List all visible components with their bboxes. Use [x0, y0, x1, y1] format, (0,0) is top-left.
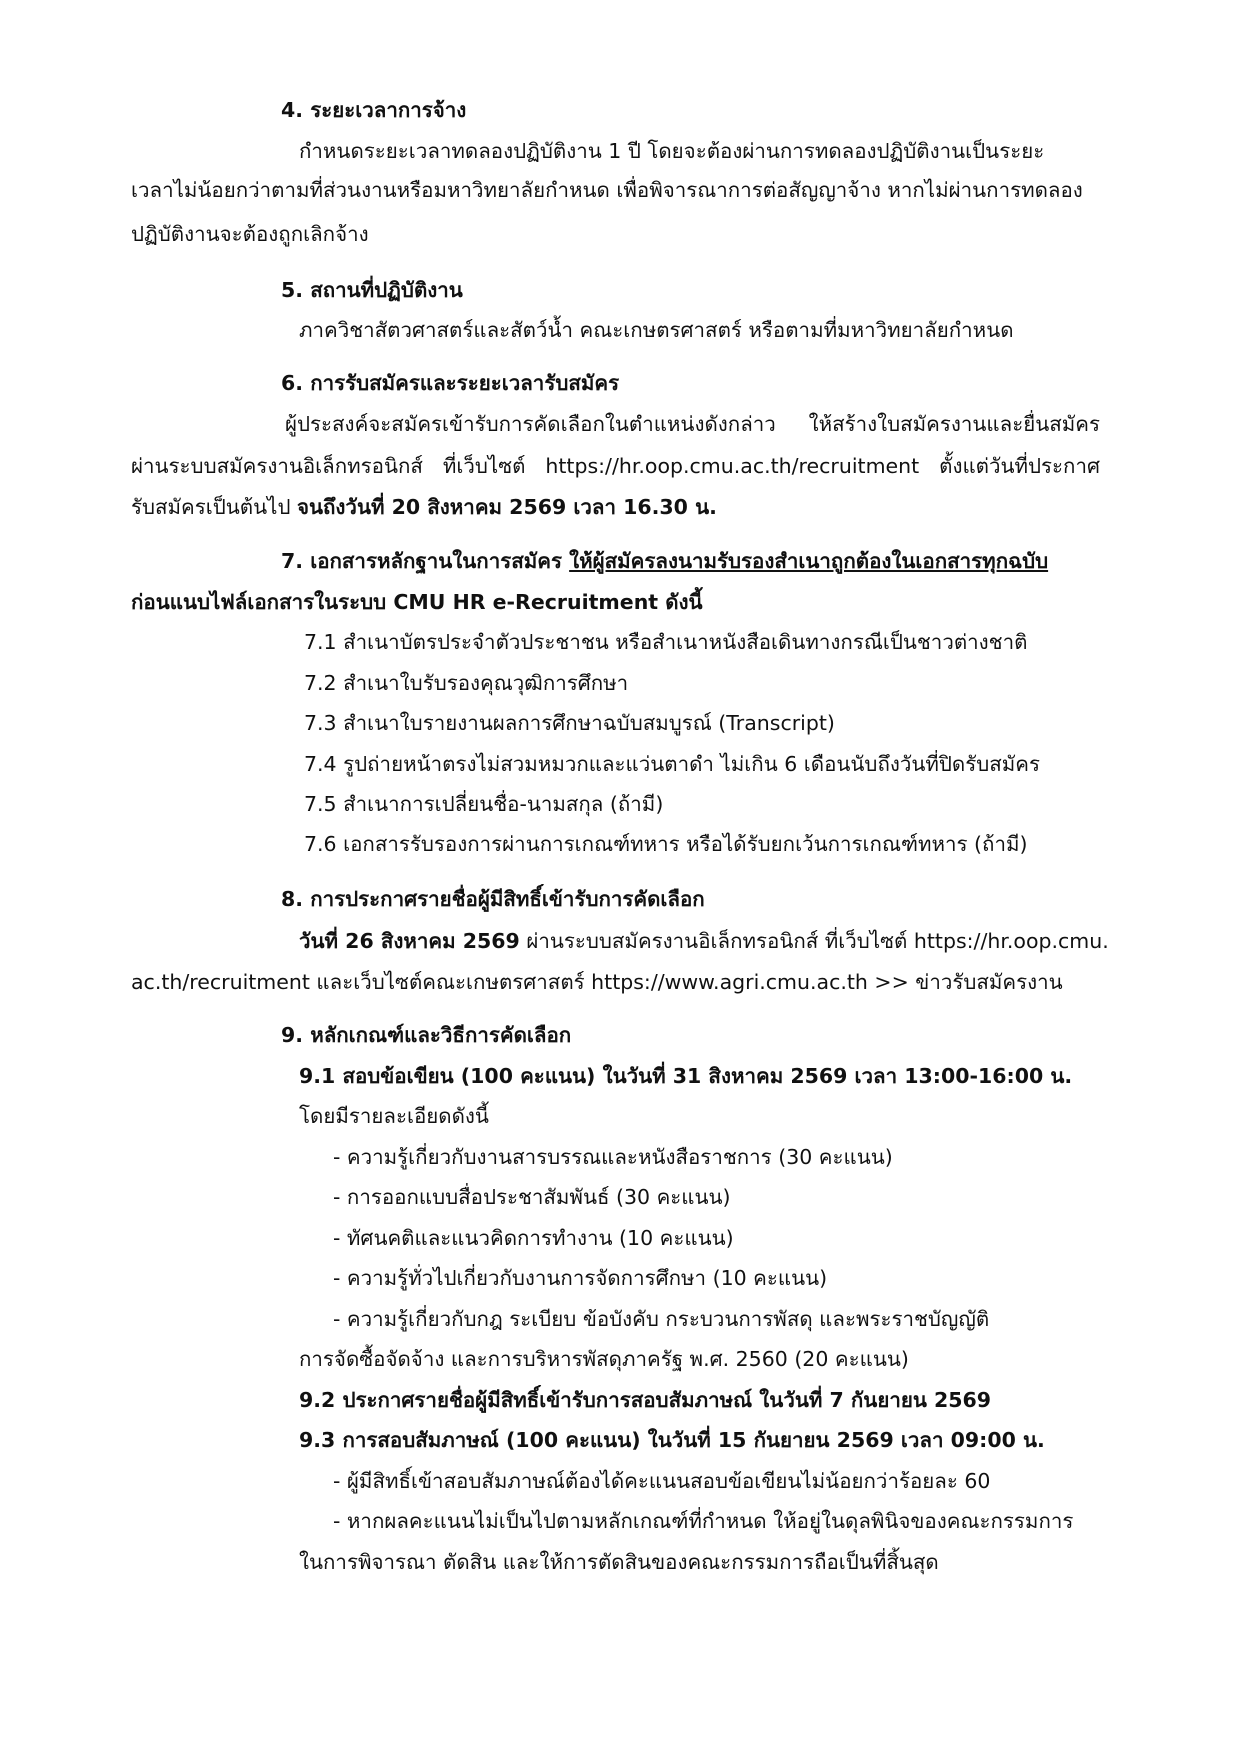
exam-topic: - ความรู้ทั่วไปเกี่ยวกับงานการจัดการศึกษา (10 คะแนน)	[333, 1266, 828, 1290]
section-5-line-1: ภาควิชาสัตวศาสตร์และสัตว์น้ำ คณะเกษตรศาสตร์ หรือตามที่มหาวิทยาลัยกำหนด	[299, 318, 1014, 342]
exam-topic: - ความรู้เกี่ยวกับงานสารบรรณและหนังสือราชการ (30 คะแนน)	[333, 1145, 893, 1169]
subsection-9-1-sub: โดยมีรายละเอียดดังนี้	[299, 1104, 489, 1128]
document-item: 7.2 สำเนาใบรับรองคุณวุฒิการศึกษา	[304, 671, 629, 695]
section-4-heading: 4. ระยะเวลาการจ้าง	[281, 98, 467, 122]
section-8-line-2: ac.th/recruitment และเว็บไซต์คณะเกษตรศาสตร์ https://www.agri.cmu.ac.th >> ข่าวรับสมัครงาน	[131, 970, 1063, 994]
document-item: 7.6 เอกสารรับรองการผ่านการเกณฑ์ทหาร หรือได้รับยกเว้นการเกณฑ์ทหาร (ถ้ามี)	[304, 832, 1028, 856]
section-7-heading-2: ก่อนแนบไฟล์เอกสารในระบบ CMU HR e-Recruitment ดังนี้	[131, 590, 703, 614]
application-deadline: จนถึงวันที่ 20 สิงหาคม 2569 เวลา 16.30 น.	[296, 495, 717, 519]
section-6-line-3	[131, 493, 717, 521]
section-4-line-3: ปฏิบัติงานจะต้องถูกเลิกจ้าง	[131, 222, 369, 246]
subsection-9-1: 9.1 สอบข้อเขียน (100 คะแนน) ในวันที่ 31 สิงหาคม 2569 เวลา 13:00-16:00 น.	[299, 1064, 1073, 1088]
section-6-line-2d: ตั้งแต่วันที่ประกาศ	[939, 454, 1100, 478]
section-8-line-1	[299, 927, 1109, 955]
section-6-line-1b: ให้สร้างใบสมัครงานและยื่นสมัคร	[808, 412, 1100, 436]
section-6-line-1a: ผู้ประสงค์จะสมัครเข้ารับการคัดเลือกในตำแหน่งดังกล่าว	[285, 412, 776, 436]
section-6-line-2	[131, 452, 1100, 480]
section-6-heading: 6. การรับสมัครและระยะเวลารับสมัคร	[281, 371, 620, 395]
section-6-line-1	[285, 410, 1100, 438]
section-8-heading: 8. การประกาศรายชื่อผู้มีสิทธิ์เข้ารับการคัดเลือก	[281, 887, 705, 911]
exam-topic: - ความรู้เกี่ยวกับกฎ ระเบียบ ข้อบังคับ กระบวนการพัสดุ และพระราชบัญญัติ	[333, 1307, 990, 1331]
interview-rule: - ผู้มีสิทธิ์เข้าสอบสัมภาษณ์ต้องได้คะแนนสอบข้อเขียนไม่น้อยกว่าร้อยละ 60	[333, 1469, 991, 1493]
subsection-9-2: 9.2 ประกาศรายชื่อผู้มีสิทธิ์เข้ารับการสอบสัมภาษณ์ ในวันที่ 7 กันยายน 2569	[299, 1388, 992, 1412]
section-9-heading: 9. หลักเกณฑ์และวิธีการคัดเลือก	[281, 1023, 572, 1047]
exam-topic: - การออกแบบสื่อประชาสัมพันธ์ (30 คะแนน)	[333, 1185, 731, 1209]
document-item: 7.5 สำเนาการเปลี่ยนชื่อ-นามสกุล (ถ้ามี)	[304, 792, 664, 816]
announcement-date: วันที่ 26 สิงหาคม 2569	[299, 929, 520, 953]
document-item: 7.4 รูปถ่ายหน้าตรงไม่สวมหมวกและแว่นตาดำ ไม่เกิน 6 เดือนนับถึงวันที่ปิดรับสมัคร	[304, 752, 1041, 776]
section-6-line-2b: ที่เว็บไซต์	[442, 454, 526, 478]
document-item: 7.3 สำเนาใบรายงานผลการศึกษาฉบับสมบูรณ์ (Transcript)	[304, 711, 835, 735]
section-6-line-3a: รับสมัครเป็นต้นไป	[131, 495, 297, 519]
exam-topic: - ทัศนคติและแนวคิดการทำงาน (10 คะแนน)	[333, 1226, 734, 1250]
section-8-line-1b: ผ่านระบบสมัครงานอิเล็กทรอนิกส์ ที่เว็บไซต์ https://hr.oop.cmu.	[519, 929, 1109, 953]
section-4-line-1: กำหนดระยะเวลาทดลองปฏิบัติงาน 1 ปี โดยจะต้องผ่านการทดลองปฏิบัติงานเป็นระยะ	[299, 139, 1045, 163]
section-7-heading-text: 7. เอกสารหลักฐานในการสมัคร	[281, 549, 570, 573]
section-5-heading: 5. สถานที่ปฏิบัติงาน	[281, 278, 463, 302]
exam-topic-continuation: การจัดซื้อจัดจ้าง และการบริหารพัสดุภาครัฐ พ.ศ. 2560 (20 คะแนน)	[299, 1347, 909, 1371]
section-6-line-2a: ผ่านระบบสมัครงานอิเล็กทรอนิกส์	[131, 454, 423, 478]
interview-rule: - หากผลคะแนนไม่เป็นไปตามหลักเกณฑ์ที่กำหนด ให้อยู่ในดุลพินิจของคณะกรรมการ	[333, 1509, 1074, 1533]
document-item: 7.1 สำเนาบัตรประจำตัวประชาชน หรือสำเนาหนังสือเดินทางกรณีเป็นชาวต่างชาติ	[304, 630, 1028, 654]
section-7-heading	[281, 547, 1048, 575]
interview-rule-continuation: ในการพิจารณา ตัดสิน และให้การตัดสินของคณะกรรมการถือเป็นที่สิ้นสุด	[299, 1550, 939, 1574]
subsection-9-3: 9.3 การสอบสัมภาษณ์ (100 คะแนน) ในวันที่ 15 กันยายน 2569 เวลา 09:00 น.	[299, 1428, 1045, 1452]
section-7-heading-underlined: ให้ผู้สมัครลงนามรับรองสำเนาถูกต้องในเอกสารทุกฉบับ	[569, 549, 1049, 573]
recruitment-url: https://hr.oop.cmu.ac.th/recruitment	[545, 454, 920, 478]
section-4-line-2: เวลาไม่น้อยกว่าตามที่ส่วนงานหรือมหาวิทยาลัยกำหนด เพื่อพิจารณาการต่อสัญญาจ้าง หากไม่ผ่านการทดลอง	[131, 178, 1083, 202]
